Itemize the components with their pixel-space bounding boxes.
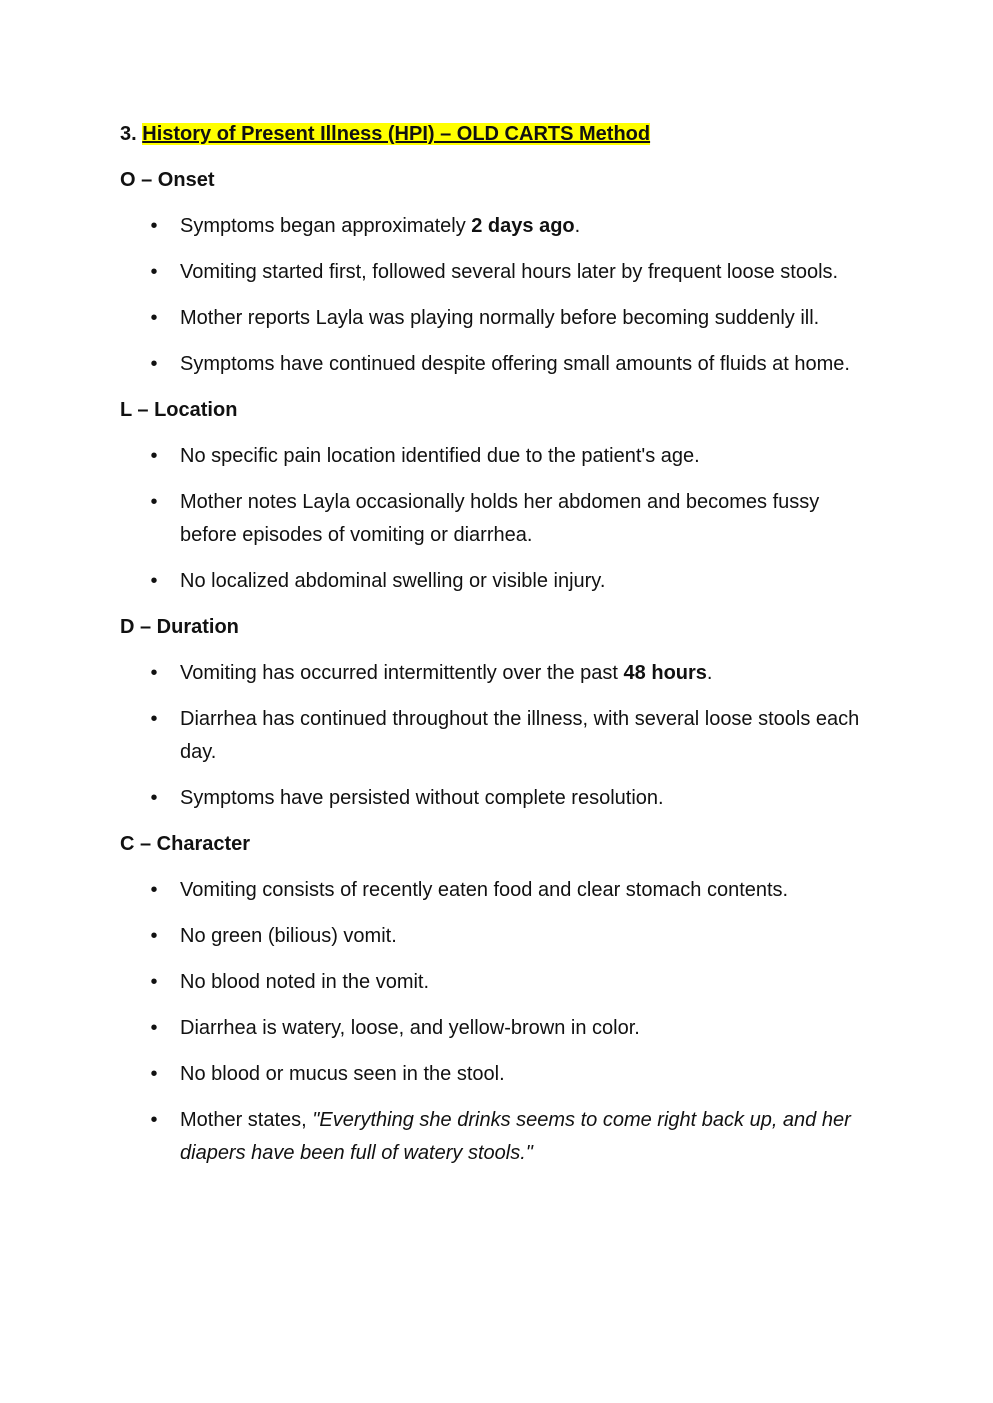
list-item-text <box>180 486 880 552</box>
list-item <box>120 703 880 769</box>
bullet-icon: • <box>150 879 158 901</box>
list-item <box>120 256 880 289</box>
list-item <box>120 966 880 999</box>
text-run: Symptoms have persisted without complete resolution. <box>180 787 664 809</box>
list-item-text <box>180 440 880 473</box>
section-heading <box>120 118 880 151</box>
text-run: No blood or mucus seen in the stool. <box>180 1063 505 1085</box>
list-item <box>120 657 880 690</box>
quote-text: "Everything she drinks seems to come right back up, and her diapers have been full of watery stools." <box>180 1109 851 1164</box>
list-item-text <box>180 874 880 907</box>
text-run: Mother notes Layla occasionally holds her abdomen and becomes fussy before episodes of vomiting or diarrhea. <box>180 491 820 546</box>
list-item <box>120 565 880 598</box>
list-item <box>120 920 880 953</box>
text-run: Diarrhea is watery, loose, and yellow-brown in color. <box>180 1017 640 1039</box>
text-run: Vomiting started first, followed several hours later by frequent loose stools. <box>180 261 839 283</box>
list-item-text <box>180 657 880 690</box>
bullet-icon: • <box>150 1017 158 1039</box>
list-item-text <box>180 782 880 815</box>
heading-number: 3. <box>120 123 137 145</box>
section-title: D – Duration <box>120 616 239 638</box>
bold-text: 48 hours <box>623 662 707 684</box>
text-run: Mother reports Layla was playing normally before becoming suddenly ill. <box>180 307 820 329</box>
text-run: Diarrhea has continued throughout the illness, with several loose stools each day. <box>180 708 860 763</box>
bullet-icon: • <box>150 215 158 237</box>
bullet-icon: • <box>150 445 158 467</box>
list-item-text <box>180 1104 880 1170</box>
bullet-icon: • <box>150 1109 158 1131</box>
text-run: Vomiting has occurred intermittently over the past <box>180 662 624 684</box>
list-item <box>120 1012 880 1045</box>
list-item <box>120 1058 880 1091</box>
text-run: Mother states, <box>180 1109 313 1131</box>
list-item-text <box>180 1058 880 1091</box>
text-run: No blood noted in the vomit. <box>180 971 430 993</box>
bullet-icon: • <box>150 971 158 993</box>
text-run: Symptoms have continued despite offering small amounts of fluids at home. <box>180 353 850 375</box>
list-item <box>120 874 880 907</box>
bullet-icon: • <box>150 708 158 730</box>
text-run: No green (bilious) vomit. <box>180 925 397 947</box>
list-item-text <box>180 256 880 289</box>
heading-title: History of Present Illness (HPI) – OLD CARTS Method <box>142 123 651 145</box>
bullet-list <box>120 210 880 381</box>
list-item <box>120 348 880 381</box>
bullet-icon: • <box>150 491 158 513</box>
bullet-list <box>120 657 880 815</box>
text-run: . <box>574 215 581 237</box>
bullet-icon: • <box>150 353 158 375</box>
list-item <box>120 210 880 243</box>
bullet-icon: • <box>150 787 158 809</box>
bullet-icon: • <box>150 662 158 684</box>
text-run: Symptoms began approximately <box>180 215 472 237</box>
list-item <box>120 1104 880 1170</box>
text-run: Vomiting consists of recently eaten food and clear stomach contents. <box>180 879 789 901</box>
list-item <box>120 486 880 552</box>
hpi-sections <box>120 164 880 1170</box>
section-title: C – Character <box>120 833 251 855</box>
list-item-text <box>180 920 880 953</box>
bullet-icon: • <box>150 925 158 947</box>
bullet-icon: • <box>150 307 158 329</box>
bullet-list <box>120 874 880 1170</box>
bold-text: 2 days ago <box>471 215 575 237</box>
text-run: . <box>706 662 713 684</box>
text-run: No localized abdominal swelling or visible injury. <box>180 570 606 592</box>
list-item-text <box>180 966 880 999</box>
list-item <box>120 302 880 335</box>
section-title: L – Location <box>120 399 238 421</box>
bullet-icon: • <box>150 261 158 283</box>
bullet-icon: • <box>150 570 158 592</box>
text-run: No specific pain location identified due to the patient's age. <box>180 445 700 467</box>
list-item <box>120 440 880 473</box>
section-title: O – Onset <box>120 169 215 191</box>
bullet-icon: • <box>150 1063 158 1085</box>
list-item <box>120 782 880 815</box>
list-item-text <box>180 1012 880 1045</box>
document-content <box>120 118 880 1183</box>
list-item-text <box>180 703 880 769</box>
list-item-text <box>180 348 880 381</box>
list-item-text <box>180 565 880 598</box>
list-item-text <box>180 302 880 335</box>
list-item-text <box>180 210 880 243</box>
bullet-list <box>120 440 880 598</box>
